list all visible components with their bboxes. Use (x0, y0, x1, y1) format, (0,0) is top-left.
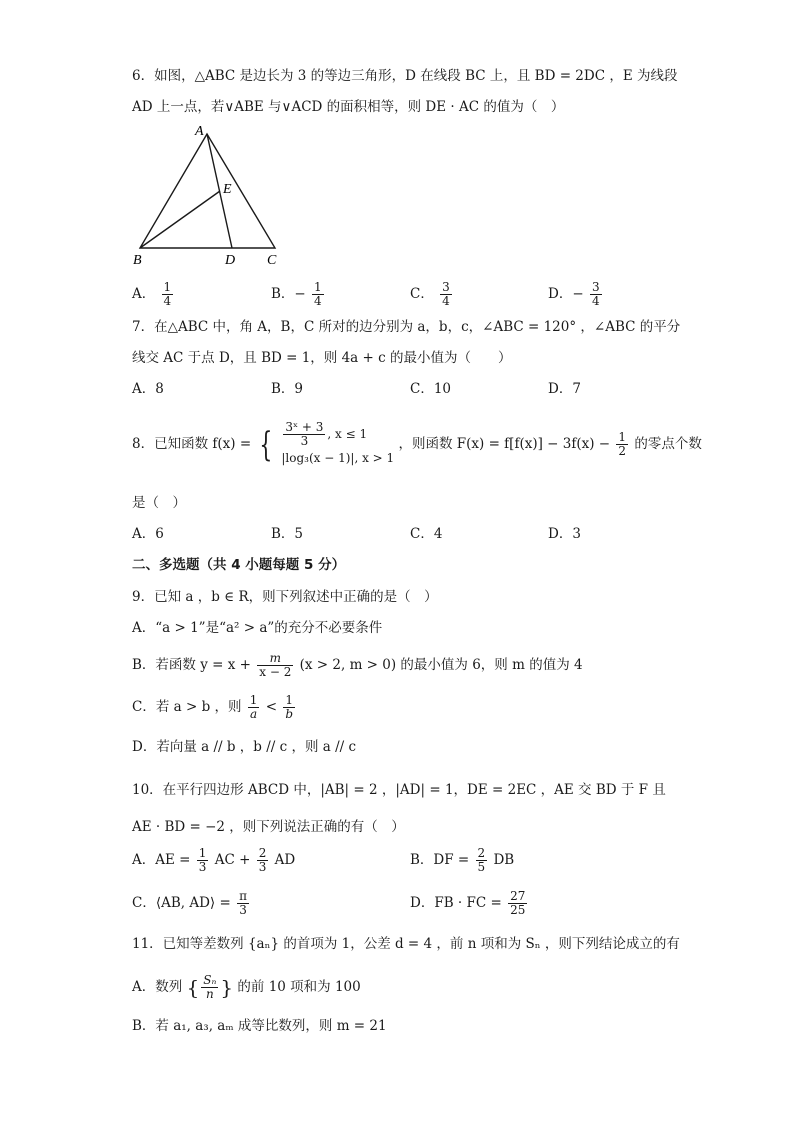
q8-option-a: A．6 (132, 526, 164, 542)
q10-line1: 10．在平行四边形 ABCD 中，|AB| = 2 ，|AD| = 1，DE = 2EC ，AE 交 BD 于 F 且 (132, 782, 666, 798)
q11-line1: 11．已知等差数列 {aₙ} 的首项为 1，公差 d = 4 ，前 n 项和为 Sₙ ，则下列结论成立的有 (132, 936, 680, 952)
q10-option-d: D．FB · FC = $\frac{27}{25}$ (410, 889, 526, 917)
q10-option-c: C．⟨AB, AD⟩ = $\frac{\pi}{3}$ (132, 889, 247, 917)
q9-option-b: B．若函数 y = x + $\frac{m}{x - 2}$ (x > 2, m > 0) 的最小值为 6，则 m 的值为 4 (132, 651, 583, 679)
label-e: E (223, 182, 232, 197)
q6-option-d: D．− $\frac{3}{4}$ (548, 280, 600, 308)
q6-line2: AD 上一点，若∨ABE 与∨ACD 的面积相等，则 DE · AC 的值为（ ） (132, 99, 565, 115)
q7-line1: 7．在△ABC 中，角 A，B，C 所对的边分别为 a，b，c，∠ABC = 120° ，∠ABC 的平分 (132, 319, 681, 335)
label-a: A (195, 124, 204, 139)
q8-option-c: C．4 (410, 526, 443, 542)
q8-option-b: B．5 (271, 526, 304, 542)
piecewise-cases: $\frac{\text{3ˣ + 3}}{3}$ , x ≤ 1 |log₃(x − 1)|, x > 1 (281, 420, 395, 465)
q9-stem: 9．已知 a ，b ∈ R，则下列叙述中正确的是（ ） (132, 589, 438, 605)
q6-option-b: B．− $\frac{1}{4}$ (271, 280, 322, 308)
q6-option-a: A． $\frac{1}{4}$ (132, 280, 172, 308)
q6-line1: 6．如图，△ABC 是边长为 3 的等边三角形，D 在线段 BC 上，且 BD = 2DC ，E 为线段 (132, 68, 678, 84)
q7-option-d: D．7 (548, 381, 581, 397)
label-d: D (225, 253, 236, 268)
q9-option-d: D．若向量 a // b ，b // c ，则 a // c (132, 739, 357, 755)
triangle-figure (125, 118, 295, 273)
label-c: C (267, 253, 277, 268)
piecewise-brace: { (259, 424, 273, 465)
q10-option-b: B．DF = $\frac{2}{5}$ DB (410, 846, 515, 874)
q10-option-a: A．AE = $\frac{1}{3}$ AC + $\frac{2}{3}$ AD (132, 846, 296, 874)
section-title: 二、多选题（共 4 小题每题 5 分） (132, 557, 346, 573)
q6-option-c: C． $\frac{3}{4}$ (410, 280, 450, 308)
q10-line2: AE · BD = −2 ，则下列说法正确的有（ ） (132, 819, 405, 835)
q9-option-a: A．“a > 1”是“a² > a”的充分不必要条件 (132, 620, 383, 636)
q8-option-d: D．3 (548, 526, 581, 542)
q8-line2: 是（ ） (132, 495, 186, 511)
q7-option-c: C．10 (410, 381, 452, 397)
label-b: B (133, 253, 142, 268)
q7-option-b: B．9 (271, 381, 304, 397)
q7-option-a: A．8 (132, 381, 164, 397)
q11-option-b: B．若 a₁, a₃, aₘ 成等比数列，则 m = 21 (132, 1018, 387, 1034)
q8-line1: 8．已知函数 f(x) = { $\frac{\text{3ˣ + 3}}{3}$ , x ≤ 1 |log₃(x − 1)|, x > 1 ，则函数 F(x) = f[f(x)] − 3f(x) − $\frac{1}{2}$ 的零点个数 (132, 416, 702, 472)
q7-line2: 线交 AC 于点 D，且 BD = 1，则 4a + c 的最小值为（ ） (132, 350, 512, 366)
q11-option-a: A．数列 { $\frac{\text{Sₙ}}{n}$ } 的前 10 项和为 100 (132, 973, 361, 1001)
q9-option-c: C．若 a > b ，则 $\frac{1}{a}$ < $\frac{1}{b}$ (132, 693, 294, 721)
